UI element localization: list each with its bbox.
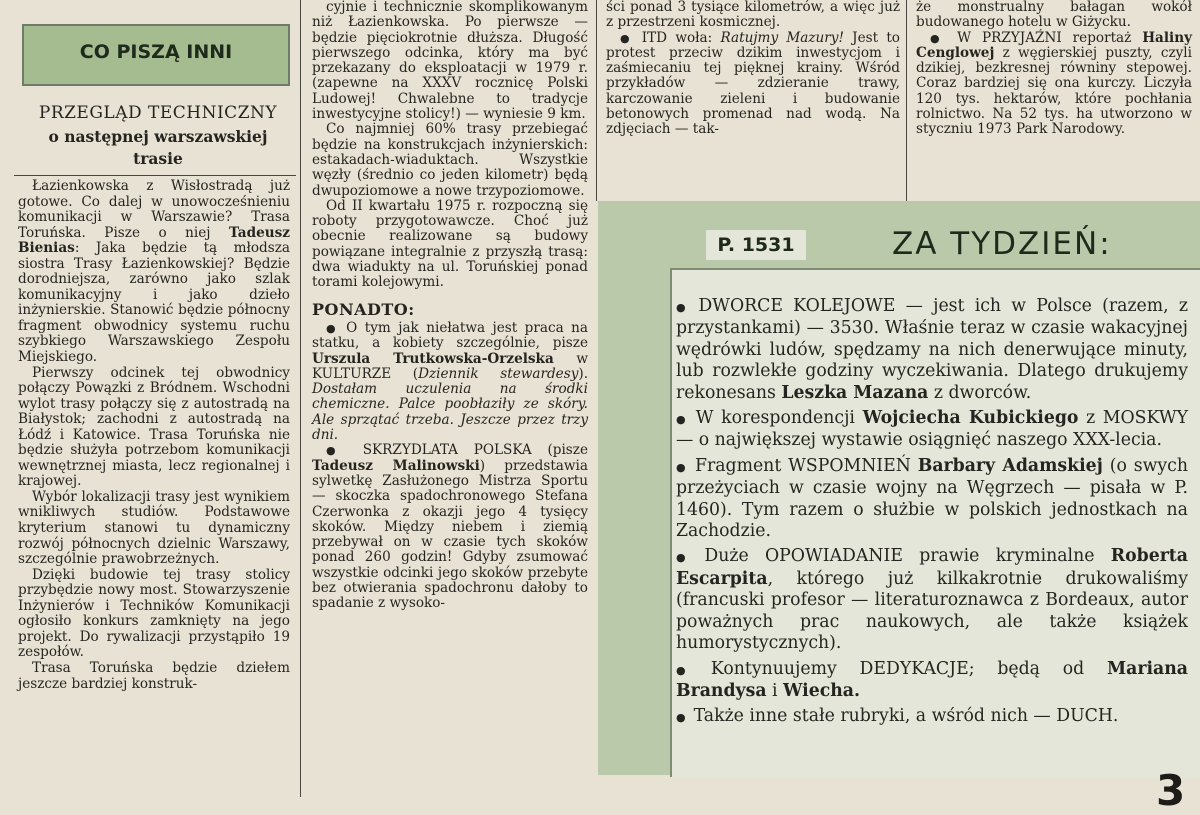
ponadto-item-1: ● O tym jak niełatwa jest praca na statku, a kobiety szczególnie, pisze Urszula Trutkowska-Orzelska w KULTURZE (Dziennik stewardesy). Dostałam uczulenia na środki chemiczne. Palce poobłaziły ze skóry. Ale sprzątać trzeba. Jeszcze przez trzy dni. — [312, 319, 589, 444]
article-paragraph-5: Trasa Toruńska będzie dziełem jeszcze bardziej konstruk- — [18, 659, 290, 692]
bullet-icon: ● — [676, 551, 697, 565]
ponadto-item-4: ● W PRZYJAŹNI reportaż Haliny Cenglowej z węgierskiej puszty, czyli dzikiej, bezkresnej równiny stepowej. Coraz bardziej się ona kurczy. Liczyła 120 tys. hektarów, które pochłania rolnictwo. Na 52 tys. ha utworzono w styczniu 1973 Park Narodowy. — [916, 29, 1192, 138]
bullet-icon: ● — [620, 31, 634, 45]
page-number: 3 — [1156, 766, 1186, 815]
bullet-icon: ● — [676, 301, 691, 314]
ponadto-item-3: ● ITD woła: Ratujmy Mazury! Jest to protest przeciw dzikim inwestycjom i zaśmiecaniu tej pięknej krainy. Wśród przykładów — zdzieranie trawy, karczowanie zieleni i budowanie betonowych promenad nad wodą. Na zdjęciach — tak- — [606, 29, 900, 138]
header-label: CO PISZĄ INNI — [79, 41, 233, 63]
column-divider-1 — [300, 0, 301, 797]
article-paragraph-4: Dzięki budowie tej trasy stolicy przybędzie nowy most. Stowarzyszenie Inżynierów i Techników Komunikacji ogłosiło konkurs zamknięty na jego projekt. Do rywalizacji przystąpiło 19 zespołów. — [18, 566, 290, 661]
column-divider-2 — [596, 0, 597, 201]
za-tydzien-item: ● Kontynuujemy DEDYKACJE; będą od Mariana Brandysa i Wiecha. — [676, 658, 1188, 701]
za-tydzien-title: ZA TYDZIEŃ: — [892, 226, 1112, 262]
ponadto-item-3-cont: że monstrualny bałagan wokół budowanego hotelu w Giżycku. — [916, 0, 1192, 31]
za-tydzien-item: ● W korespondencji Wojciecha Kubickiego z MOSKWY — o największej wystawie osiągnięć naszego XXX-lecia. — [676, 408, 1188, 451]
bullet-icon: ● — [676, 711, 686, 725]
za-tydzien-item: ● Fragment WSPOMNIEŃ Barbary Adamskiej (o swych przeżyciach w czasie wojny na Węgrzech — pisała w P. 1460). Tym razem o służbie w polskich jednostkach na Zachodzie. — [676, 455, 1188, 542]
bullet-icon: ● — [676, 663, 703, 677]
article-paragraph-6: cyjnie i technicznie skomplikowanym niż Łazienkowska. Po pierwsze — będzie pięciokrotnie dłuższa. Długość pierwszego odcinka, który ma być przekazany do eksploatacji w 1979 r. (zapewne na XXXV rocznicę Polski Ludowej! Chwalebne to tradycje inwestycyjne stolicy!) — wyniesie 9 km. — [312, 0, 588, 123]
za-tydzien-item: ● Duże OPOWIADANIE prawie kryminalne Roberta Escarpita, którego już kilkakrotnie drukowaliśmy (francuski profesor — literaturoznawca z Bordeaux, autor poważnych prac naukowych, ale także książek humorystycznych). — [676, 546, 1188, 654]
article-column-3 — [606, 0, 900, 138]
column-divider-3 — [906, 0, 907, 201]
article-paragraph-7: Co najmniej 60% trasy przebiegać będzie na konstrukcjach inżynierskich: estakadach-wiaduktach. Wszystkie węzły (średnio co jeden kilometr) będą dwupoziomowe a nowe trzypoziomowe. — [312, 121, 588, 199]
column1-rule — [14, 175, 296, 176]
bullet-icon: ● — [326, 321, 339, 335]
article-paragraph-1: Łazienkowska z Wisłostradą już gotowe. Co dalej w unowocześnieniu komunikacji w Warszawie? Trasa Toruńska. Pisze o niej Tadeusz Bienias: Jaka będzie tą młodsza siostra Trasy Łazienkowskiej? Będzie dorodniejsza, zarówno jako szlak komunikacyjny i jako dzieło inżynierskie. Stanowić będzie północny fragment obwodnicy systemu ruchu szybkiego Warszawskiego Zespołu Miejskiego. — [18, 178, 290, 366]
article-kicker: PRZEGLĄD TECHNICZNY — [38, 103, 278, 123]
article-column-4 — [916, 0, 1192, 138]
za-tydzien-list — [676, 296, 1188, 733]
article-paragraph-3: Wybór lokalizacji trasy jest wynikiem wnikliwych studiów. Podstawowe kryterium stanowi tu dynamiczny rozwój północnych dzielnic Warszawy, szczególnie prawobrzeżnych. — [18, 488, 290, 568]
ponadto-heading: PONADTO: — [312, 299, 415, 319]
ponadto-item-2: ● SKRZYDLATA POLSKA (pisze Tadeusz Malinowski) przedstawia sylwetkę Zasłużonego Mistrza Sportu — skoczka spadochronowego Stefana Czerwonka z okazji jego 4 tysięcy skoków. Między niebem i ziemią przebywał on w czasie tych skoków ponad 260 godzin! Gdyby zsumować wszystkie odcinki jego skoków przebyte bez otwierania spadochronu dałoby to spadanie z wysoko- — [312, 442, 588, 612]
article-paragraph-8: Od II kwartału 1975 r. rozpoczną się roboty przygotowawcze. Choć już obecnie realizowane są budowy powiązane integralnie z przyszłą trasą: dwa wiadukty na ul. Toruńskiej ponad torami kolejowymi. — [312, 197, 588, 291]
bullet-icon: ● — [676, 413, 688, 427]
article-subtitle-line2: trasie — [133, 149, 183, 168]
article-column-1 — [18, 179, 290, 692]
article-column-2 — [312, 0, 588, 612]
issue-label: P. 1531 — [706, 230, 806, 260]
za-tydzien-item: ● DWORCE KOLEJOWE — jest ich w Polsce (razem, z przystankami) — 3530. Właśnie teraz w czasie wakacyjnej wędrówki ludów, spędzamy na nich denerwujące minuty, lub rozwlekłe godziny wyczekiwania. Dlatego drukujemy rekonesans Leszka Mazana z dworców. — [676, 296, 1188, 403]
ponadto-item-2-cont: ści ponad 3 tysiące kilometrów, a więc już z przestrzeni kosmicznej. — [606, 0, 900, 31]
za-tydzien-item: ● Także inne stałe rubryki, a wśród nich — DUCH. — [676, 706, 1119, 727]
article-paragraph-2: Pierwszy odcinek tej obwodnicy połączy Powązki z Bródnem. Wschodni wylot trasy połączy się z autostradą na Białystok; zachodni z autostradą na Łódź i Katowice. Trasa Toruńska nie będzie służyła potrzebom komunikacji wewnętrznej miasta, lecz regionalnej i krajowej. — [18, 364, 290, 490]
bullet-icon: ● — [326, 444, 347, 458]
article-subtitle — [22, 126, 294, 170]
bullet-icon: ● — [930, 31, 947, 45]
article-subtitle-line1: o następnej warszawskiej — [48, 127, 268, 146]
bullet-icon: ● — [676, 460, 687, 474]
header-box — [22, 24, 290, 86]
